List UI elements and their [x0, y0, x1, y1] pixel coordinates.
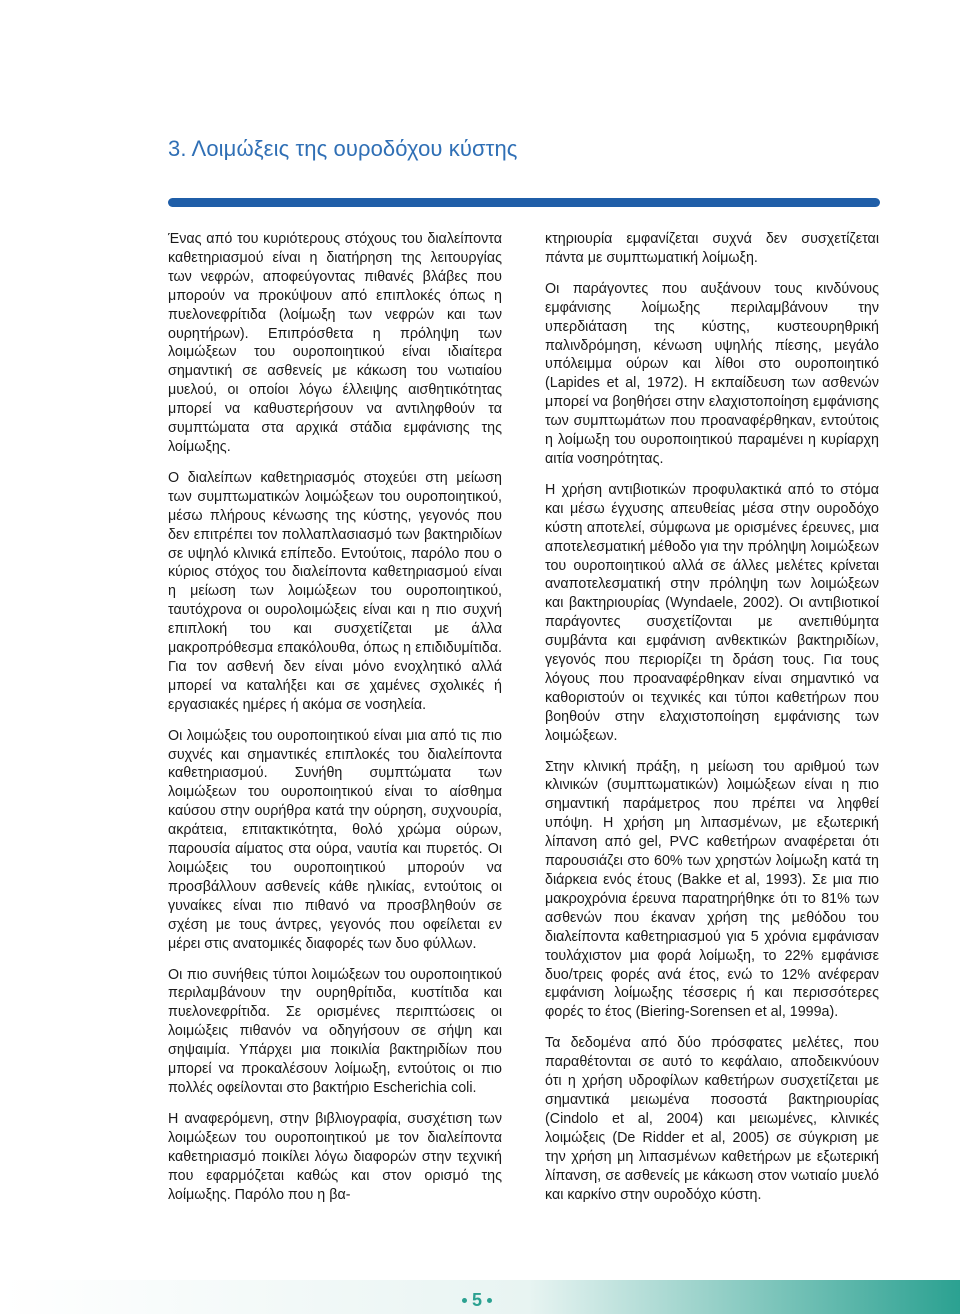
dot-icon [462, 1298, 467, 1303]
paragraph: Τα δεδομένα από δύο πρόσφατες μελέτες, που παραθέτονται σε αυτό το κεφάλαιο, αποδεικνύουν ότι η χρήση υδροφίλων καθετήρων συσχετίζεται με σημαντικά μειωμένα ποσοστά βακτηριουρίας (Cindolo et al, 2004) και μειωμένες, κλινικές λοιμώξεις (De Ridder et al, 2005) σε σύγκριση με την χρήση μη λιπασμένων καθετήρων με εξωτερική λίπανση, σε ασθενείς με κάκωση στον νωτιαίο μυελό και καρκίνο στην ουροδόχο κύστη. [545, 1035, 879, 1203]
paragraph: κτηριουρία εμφανίζεται συχνά δεν συσχετίζεται πάντα με συμπτωματική λοίμωξη. [545, 231, 879, 266]
paragraph: Η αναφερόμενη, στην βιβλιογραφία, συσχέτιση των λοιμώξεων του ουροποιητικού με τον διαλείποντα καθετηριασμό ποικίλει λόγω διαφορών στην τεχνική που εφαρμόζεται καθώς και στον ορισμό της λοίμωξης. Παρόλο που η βα- [168, 1110, 502, 1203]
page-number: 5 [472, 1290, 483, 1310]
page-number-group [462, 1290, 492, 1310]
dot-icon [487, 1298, 492, 1303]
right-column [545, 230, 879, 1216]
paragraph: Ένας από του κυριότερους στόχους του διαλείποντα καθετηριασμού είναι η διατήρηση της λειτουργίας των νεφρών, αποφεύγοντας πιθανές βλάβες που μπορούν να προκύψουν από επιπλοκές όπως η πυελονεφρίτιδα (λοίμωξη των νεφρών και των ουρητήρων). Επιπρόσθετα η πρόληψη των λοιμώξεων του ουροποιητικού είναι ιδιαίτερα σημαντική σε ασθενείς με κάκωση του νωτιαίου μυελού, οι οποίοι λόγω έλλειψης αισθητικότητας μπορεί να καθυστερήσουν να αντιληφθούν τα συμπτώματα στα αρχικά στάδια εμφάνισης της λοίμωξης. [168, 231, 502, 455]
paragraph: Ο διαλείπων καθετηριασμός στοχεύει στη μείωση των συμπτωματικών λοιμώξεων του ουροποιητικού, μέσω πλήρους κένωσης της κύστης, γεγονός που δεν επιτρέπει τον πολλαπλασιασμό των βακτηριδίων σε υψηλό κλινικά επίπεδο. Εντούτοις, παρόλο που ο κύριος στόχος του διαλείποντα καθετηριασμού είναι η μείωση των λοιμώξεων του ουροποιητικού, ταυτόχρονα οι ουρολοιμώξεις είναι και η πιο συχνή επιπλοκή του και συσχετίζεται με άλλα μακροπρόθεσμα επακόλουθα, όπως η επιδιδυμίτιδα. Για τον ασθενή δεν είναι μόνο ενοχλητικό αλλά μπορεί να καταλήξει και σε χαμένες σχολικές ή εργασιακές ημέρες ή ακόμα σε νοσηλεία. [168, 469, 502, 713]
left-column [168, 230, 502, 1216]
paragraph: Οι πιο συνήθεις τύποι λοιμώξεων του ουροποιητικού περιλαμβάνουν την ουρηθρίτιδα, κυστίτιδα και πυελονεφρίτιδα. Σε ορισμένες περιπτώσεις οι λοιμώξεις πιθανόν να οδηγήσουν σε σήψη και σηψαιμία. Υπάρχει μια ποικιλία βακτηριδίων που μπορεί να προκαλέσουν λοίμωξη, εντούτοις οι πιο πολλές οφείλονται στο βακτήριο Escherichia coli. [168, 966, 502, 1096]
page-title: 3. Λοιμώξεις της ουροδόχου κύστης [168, 136, 518, 161]
paragraph: Οι λοιμώξεις του ουροποιητικού είναι μια από τις πιο συχνές και σημαντικές επιπλοκές του διαλείποντα καθετηριασμού. Συνήθη συμπτώματα των λοιμώξεων του ουροποιητικού είναι το αίσθημα καύσου στην ουρήθρα κατά την ούρηση, συχνουρία, ακράτεια, επιτακτικότητα, θολό χρώμα ούρων, παρουσία αίματος στα ούρα, ναυτία και πυρετός. Οι λοιμώξεις του ουροποιητικού μπορούν να προσβάλλουν ασθενείς κάθε ηλικίας, εντούτοις οι γυναίκες είναι πιο πιθανό να προσβληθούν σε σχέση με τους άντρες, γεγονός που οφείλεται εν μέρει στις ανατομικές διαφορές των δυο φύλλων. [168, 727, 502, 952]
paragraph: Οι παράγοντες που αυξάνουν τους κινδύνους εμφάνισης λοίμωξης περιλαμβάνουν την υπερδιάταση της κύστης, κυστεουρηθρική παλινδρόμηση, κένωση υψηλής πίεσης, μεγάλο υπόλειμμα ούρων και λίθοι στο ουροποιητικό (Lapides et al, 1972). Η εκπαίδευση των ασθενών μπορεί να βοηθήσει στην ελαχιστοποίηση εμφάνισης των συμπτωμάτων που προαναφέρθηκαν, εντούτοις η λοίμωξη του ουροποιητικού παραμένει η κυρίαρχη αιτία νοσηρότητας. [545, 280, 879, 467]
paragraph: Στην κλινική πράξη, η μείωση του αριθμού των κλινικών (συμπτωματικών) λοιμώξεων είναι η πιο σημαντική παράμετρος που πρέπει να ληφθεί υπόψη. Η χρήση μη λιπασμένων, με εξωτερική λίπανση από gel, PVC καθετήρων αναφέρεται ότι παρουσιάζει στο 60% των χρηστών λοίμωξη κατά τη διάρκεια ενός έτους (Bakke et al, 1993). Σε μια πιο μακροχρόνια έρευνα παρατηρήθηκε ότι το 81% των ασθενών που έκαναν χρήση της μεθόδου του διαλείποντα καθετηριασμού για 5 χρόνια εμφάνισαν τουλάχιστον μια φορά λοίμωξη, το 22% εμφάνισε δυο/τρεις φορές ανά έτος, ενώ το 12% ανέφεραν εμφάνιση λοίμωξης τέσσερις ή και περισσότερες φορές το έτος (Biering-Sorensen et al, 1999a). [545, 758, 879, 1021]
title-divider [168, 198, 880, 207]
paragraph: Η χρήση αντιβιοτικών προφυλακτικά από το στόμα και μέσω έγχυσης απευθείας μέσα στην ουροδόχο κύστη αποτελεί, σύμφωνα με ορισμένες έρευνες, μια αποτελεσματική μέθοδο για την πρόληψη λοιμώξεων του ουροποιητικού αλλά σε άλλες μελέτες κρίνεται αναποτελεσματική στην πρόληψη των λοιμώξεων και βακτηριουρίας (Wyndaele, 2002). Οι αντιβιοτικοί παράγοντες συσχετίζονται με ανεπιθύμητα συμβάντα και εμφάνιση ανθεκτικών βακτηριδίων, γεγονός που περιορίζει τη δράση τους. Για τους λόγους που προαναφέρθηκαν είναι σημαντικό να καθοριστούν οι τεχνικές και τύποι καθετήρων που βοηθούν στην ελαχιστοποίηση εμφάνισης των λοιμώξεων. [545, 481, 879, 744]
